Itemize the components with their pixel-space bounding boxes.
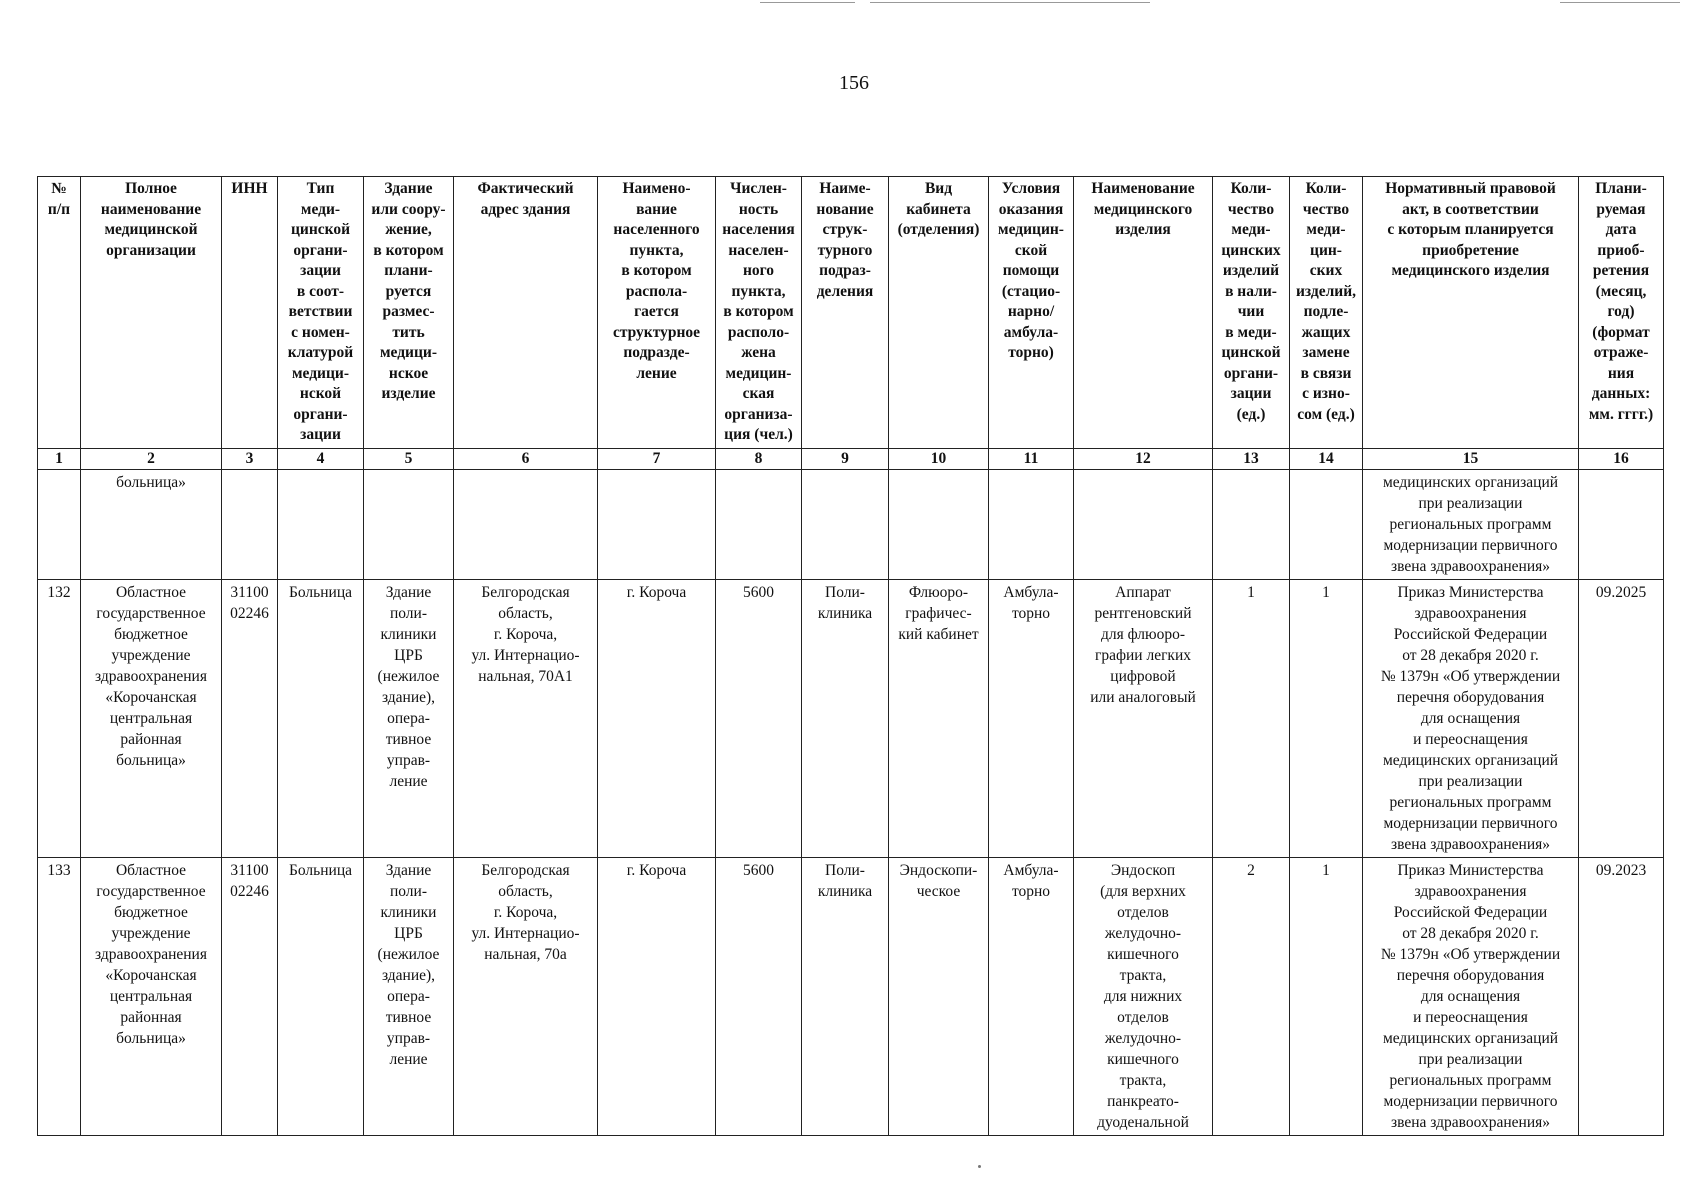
table-cell [454, 469, 598, 579]
scan-artifact-dot [978, 1165, 981, 1168]
table-cell [364, 469, 454, 579]
column-header: Нормативный правовой акт, в соответствии с которым планируется приобретение медицинского изделия [1363, 177, 1579, 449]
planned-date-cell: 09.2025 [1579, 579, 1664, 857]
population-cell: 5600 [716, 579, 802, 857]
row-number-cell: 132 [38, 579, 81, 857]
cabinet-cell: Эндоскопи- ческое [889, 857, 989, 1135]
column-header: Наиме- нование струк- турного подраз- деления [802, 177, 889, 449]
building-cell: Здание поли- клиники ЦРБ (нежилое здание), опера- тивное управ- ление [364, 579, 454, 857]
table-cell [222, 469, 278, 579]
column-number: 9 [802, 448, 889, 469]
table-row [38, 579, 1664, 857]
table-cell [1213, 469, 1290, 579]
scan-artifact-line [1560, 2, 1680, 3]
org-name-cell: Областное государственное бюджетное учреждение здравоохранения «Корочанская центральная районная больница» [81, 579, 222, 857]
column-number: 5 [364, 448, 454, 469]
table-cell [989, 469, 1074, 579]
legal-act-cell: Приказ Министерства здравоохранения Российской Федерации от 28 декабря 2020 г. № 1379н «Об утверждении перечня оборудования для оснащения и переоснащения медицинских организаций при реализации региональных программ модернизации первичного звена здравоохранения» [1363, 857, 1579, 1135]
address-cell: Белгородская область, г. Короча, ул. Интернацио- нальная, 70А1 [454, 579, 598, 857]
unit-cell: Поли- клиника [802, 579, 889, 857]
scan-artifact-line [870, 2, 1150, 3]
column-number: 3 [222, 448, 278, 469]
column-header: Коли- чество меди- цинских изделий в нали- чии в меди- цинской органи- зации (ед.) [1213, 177, 1290, 449]
column-header: ИНН [222, 177, 278, 449]
column-header: Здание или соору- жение, в котором плани- руется размес- тить медици- нское изделие [364, 177, 454, 449]
column-number: 16 [1579, 448, 1664, 469]
building-cell: Здание поли- клиники ЦРБ (нежилое здание), опера- тивное управ- ление [364, 857, 454, 1135]
table-cell [1074, 469, 1213, 579]
table-cell [1290, 469, 1363, 579]
qty-have-cell: 1 [1213, 579, 1290, 857]
table-cell [38, 469, 81, 579]
legal-act-cell: медицинских организаций при реализации региональных программ модернизации первичного звена здравоохранения» [1363, 469, 1579, 579]
unit-cell: Поли- клиника [802, 857, 889, 1135]
table-cell [802, 469, 889, 579]
column-number: 13 [1213, 448, 1290, 469]
address-cell: Белгородская область, г. Короча, ул. Интернацио- нальная, 70а [454, 857, 598, 1135]
column-number: 10 [889, 448, 989, 469]
inn-cell: 31100 02246 [222, 857, 278, 1135]
device-cell: Аппарат рентгеновский для флюоро- графии легких цифровой или аналоговый [1074, 579, 1213, 857]
conditions-cell: Амбула- торно [989, 857, 1074, 1135]
table-cell [278, 469, 364, 579]
org-name-cell: Областное государственное бюджетное учреждение здравоохранения «Корочанская центральная районная больница» [81, 857, 222, 1135]
inn-cell: 31100 02246 [222, 579, 278, 857]
org-type-cell: Больница [278, 579, 364, 857]
qty-replace-cell: 1 [1290, 579, 1363, 857]
column-header: Наимено- вание населенного пункта, в котором распола- гается структурное подразде- ление [598, 177, 716, 449]
column-number: 8 [716, 448, 802, 469]
org-type-cell: Больница [278, 857, 364, 1135]
column-header: Условия оказания медицин- ской помощи (стацио- нарно/ амбула- торно) [989, 177, 1074, 449]
scan-artifact-line [760, 2, 855, 3]
table-row [38, 857, 1664, 1135]
header-row [38, 177, 1664, 449]
equipment-registry-table [37, 176, 1664, 1136]
column-number: 15 [1363, 448, 1579, 469]
column-number: 14 [1290, 448, 1363, 469]
page-number: 156 [839, 72, 869, 94]
table-cell [716, 469, 802, 579]
column-number: 4 [278, 448, 364, 469]
qty-replace-cell: 1 [1290, 857, 1363, 1135]
org-name-cell: больница» [81, 469, 222, 579]
legal-act-cell: Приказ Министерства здравоохранения Российской Федерации от 28 декабря 2020 г. № 1379н «Об утверждении перечня оборудования для оснащения и переоснащения медицинских организаций при реализации региональных программ модернизации первичного звена здравоохранения» [1363, 579, 1579, 857]
table-cell [1579, 469, 1664, 579]
locality-cell: г. Короча [598, 857, 716, 1135]
column-header: Плани- руемая дата приоб- ретения (месяц, год) (формат отраже- ния данных: мм. гггг.) [1579, 177, 1664, 449]
column-header: Вид кабинета (отделения) [889, 177, 989, 449]
table-cell [889, 469, 989, 579]
locality-cell: г. Короча [598, 579, 716, 857]
population-cell: 5600 [716, 857, 802, 1135]
column-number: 11 [989, 448, 1074, 469]
column-header: Полное наименование медицинской организации [81, 177, 222, 449]
table-cell [598, 469, 716, 579]
column-header: Коли- чество меди- цин- ских изделий, подле- жащих замене в связи с изно- сом (ед.) [1290, 177, 1363, 449]
column-number: 7 [598, 448, 716, 469]
column-header: Фактический адрес здания [454, 177, 598, 449]
planned-date-cell: 09.2023 [1579, 857, 1664, 1135]
column-number: 12 [1074, 448, 1213, 469]
qty-have-cell: 2 [1213, 857, 1290, 1135]
column-number: 1 [38, 448, 81, 469]
column-header: № п/п [38, 177, 81, 449]
column-number-row [38, 448, 1664, 469]
column-number: 6 [454, 448, 598, 469]
column-header: Числен- ность населения населен- ного пункта, в котором располо- жена медицин- ская организа- ция (чел.) [716, 177, 802, 449]
column-number: 2 [81, 448, 222, 469]
column-header: Наименование медицинского изделия [1074, 177, 1213, 449]
row-number-cell: 133 [38, 857, 81, 1135]
cabinet-cell: Флюоро- графичес- кий кабинет [889, 579, 989, 857]
column-header: Тип меди- цинской органи- зации в соот- ветствии с номен- клатурой медици- нской органи- зации [278, 177, 364, 449]
conditions-cell: Амбула- торно [989, 579, 1074, 857]
device-cell: Эндоскоп (для верхних отделов желудочно- кишечного тракта, для нижних отделов желудочно- кишечного тракта, панкреато- дуоденальной [1074, 857, 1213, 1135]
continuation-row [38, 469, 1664, 579]
